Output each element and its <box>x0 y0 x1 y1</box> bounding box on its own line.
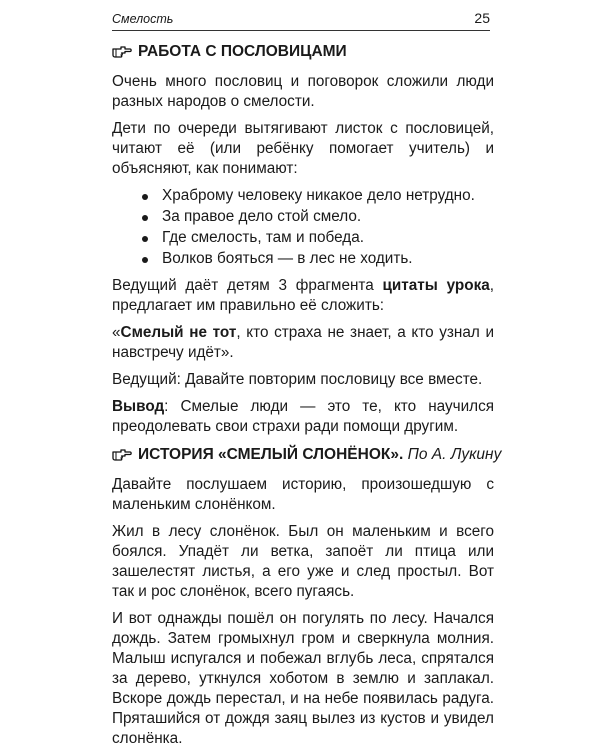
section-heading-story <box>112 445 502 465</box>
page-header <box>112 8 490 31</box>
pointing-hand-icon <box>112 46 132 58</box>
bullet-icon <box>142 194 148 200</box>
page-number: 25 <box>474 10 490 26</box>
pointing-hand-icon <box>112 449 132 461</box>
proverb-list <box>112 186 494 269</box>
bullet-icon <box>142 257 148 263</box>
bullet-icon <box>142 236 148 242</box>
section-heading-proverbs <box>112 42 494 62</box>
intro-paragraph: Очень много пословиц и поговорок сложили люди разных народов о смелости. <box>112 73 494 110</box>
bullet-icon <box>142 215 148 221</box>
quote-paragraph: «Смелый не тот, кто страха не знает, а кто узнал и навстречу идёт». <box>112 324 494 361</box>
page-content <box>112 42 502 756</box>
conclusion-paragraph: Вывод: Смелые люди — это те, кто научился преодолевать свои страхи ради помощи другим. <box>112 398 494 435</box>
story-attribution: По А. Лукину <box>407 446 502 463</box>
instruction-paragraph: Дети по очереди вытягивают листок с пословицей, читают её (или ребёнку помогает учитель) и объясняют, как понимают: <box>112 120 494 177</box>
list-item: Где смелость, там и победа. <box>162 228 494 248</box>
story-paragraph: Давайте послушаем историю, произошедшую с маленьким слонёнком. <box>112 476 494 513</box>
story-paragraph: И вот однажды пошёл он погулять по лесу. Начался дождь. Затем громыхнул гром и сверкнула молния. Малыш испугался и побежал вглубь леса, спрятался за дерево, уткнулся хоботом в землю и заплакал. Вскоре дождь перестал, и на небе появилась радуга. Пряташийся от дождя заяц вылез из кустов и увидел слонёнка. <box>112 610 494 747</box>
list-item: Храброму человеку никакое дело нетрудно. <box>162 186 494 206</box>
repeat-paragraph: Ведущий: Давайте повторим пословицу все вместе. <box>112 371 483 388</box>
lead-paragraph: Ведущий даёт детям 3 фрагмента цитаты урока, предлагает им правильно её сложить: <box>112 277 494 314</box>
list-item: Волков бояться — в лес не ходить. <box>162 249 494 269</box>
list-item: За правое дело стой смело. <box>162 207 494 227</box>
story-paragraph: Жил в лесу слонёнок. Был он маленьким и всего боялся. Упадёт ли ветка, запоёт ли птица или зашелестят листья, а его уже и след простыл. Вот так и рос слонёнок, всего пугаясь. <box>112 523 494 600</box>
running-title: Смелость <box>112 12 174 26</box>
section-title: ИСТОРИЯ «СМЕЛЫЙ СЛОНЁНОК». <box>138 446 404 463</box>
section-title: РАБОТА С ПОСЛОВИЦАМИ <box>138 43 347 60</box>
